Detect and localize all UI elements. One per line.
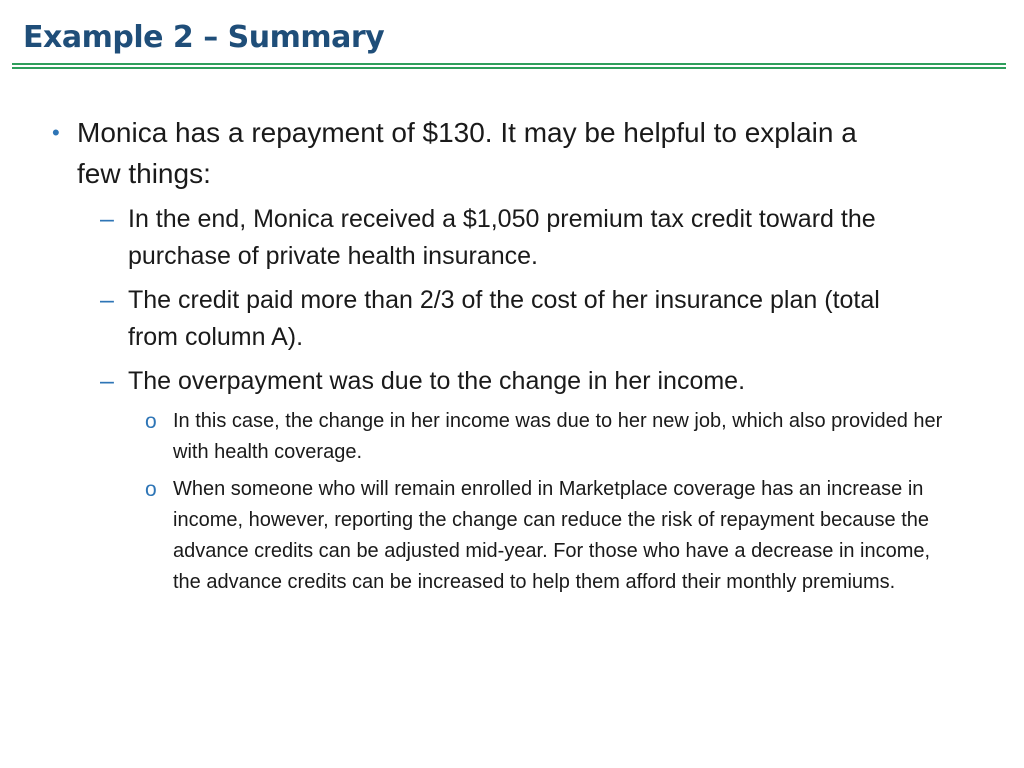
circle-bullet-icon: o bbox=[145, 410, 157, 433]
bullet-text: Monica has a repayment of $130. It may be helpful to explain a few things: bbox=[77, 117, 857, 189]
title-underline-bottom bbox=[12, 67, 1006, 69]
bullet-level2 bbox=[100, 201, 918, 275]
dash-bullet-icon: – bbox=[100, 286, 114, 314]
dash-bullet-icon: – bbox=[100, 205, 114, 233]
slide-content bbox=[0, 112, 1024, 598]
title-underline-top bbox=[12, 63, 1006, 65]
circle-bullet-icon: o bbox=[145, 478, 157, 501]
bullet-level3 bbox=[145, 474, 963, 598]
bullet-text: The credit paid more than 2/3 of the cost of her insurance plan (total from column A). bbox=[128, 286, 880, 351]
bullet-level1 bbox=[52, 112, 877, 194]
slide-title: Example 2 – Summary bbox=[23, 20, 385, 55]
dash-bullet-icon: – bbox=[100, 367, 114, 395]
bullet-text: When someone who will remain enrolled in Marketplace coverage has an increase in income, however, reporting the change can reduce the risk of repayment because the advance credits can be adjusted mid-year. For those who have a decrease in income, the advance credits can be increased to help them afford their monthly premiums. bbox=[173, 478, 931, 593]
bullet-level2 bbox=[100, 282, 918, 356]
bullet-text: The overpayment was due to the change in her income. bbox=[128, 367, 746, 395]
bullet-dot-icon: • bbox=[52, 120, 60, 145]
bullet-text: In the end, Monica received a $1,050 premium tax credit toward the purchase of private health insurance. bbox=[128, 205, 876, 270]
bullet-level3 bbox=[145, 406, 963, 468]
bullet-level2 bbox=[100, 363, 918, 400]
bullet-text: In this case, the change in her income was due to her new job, which also provided her with health coverage. bbox=[173, 410, 943, 463]
